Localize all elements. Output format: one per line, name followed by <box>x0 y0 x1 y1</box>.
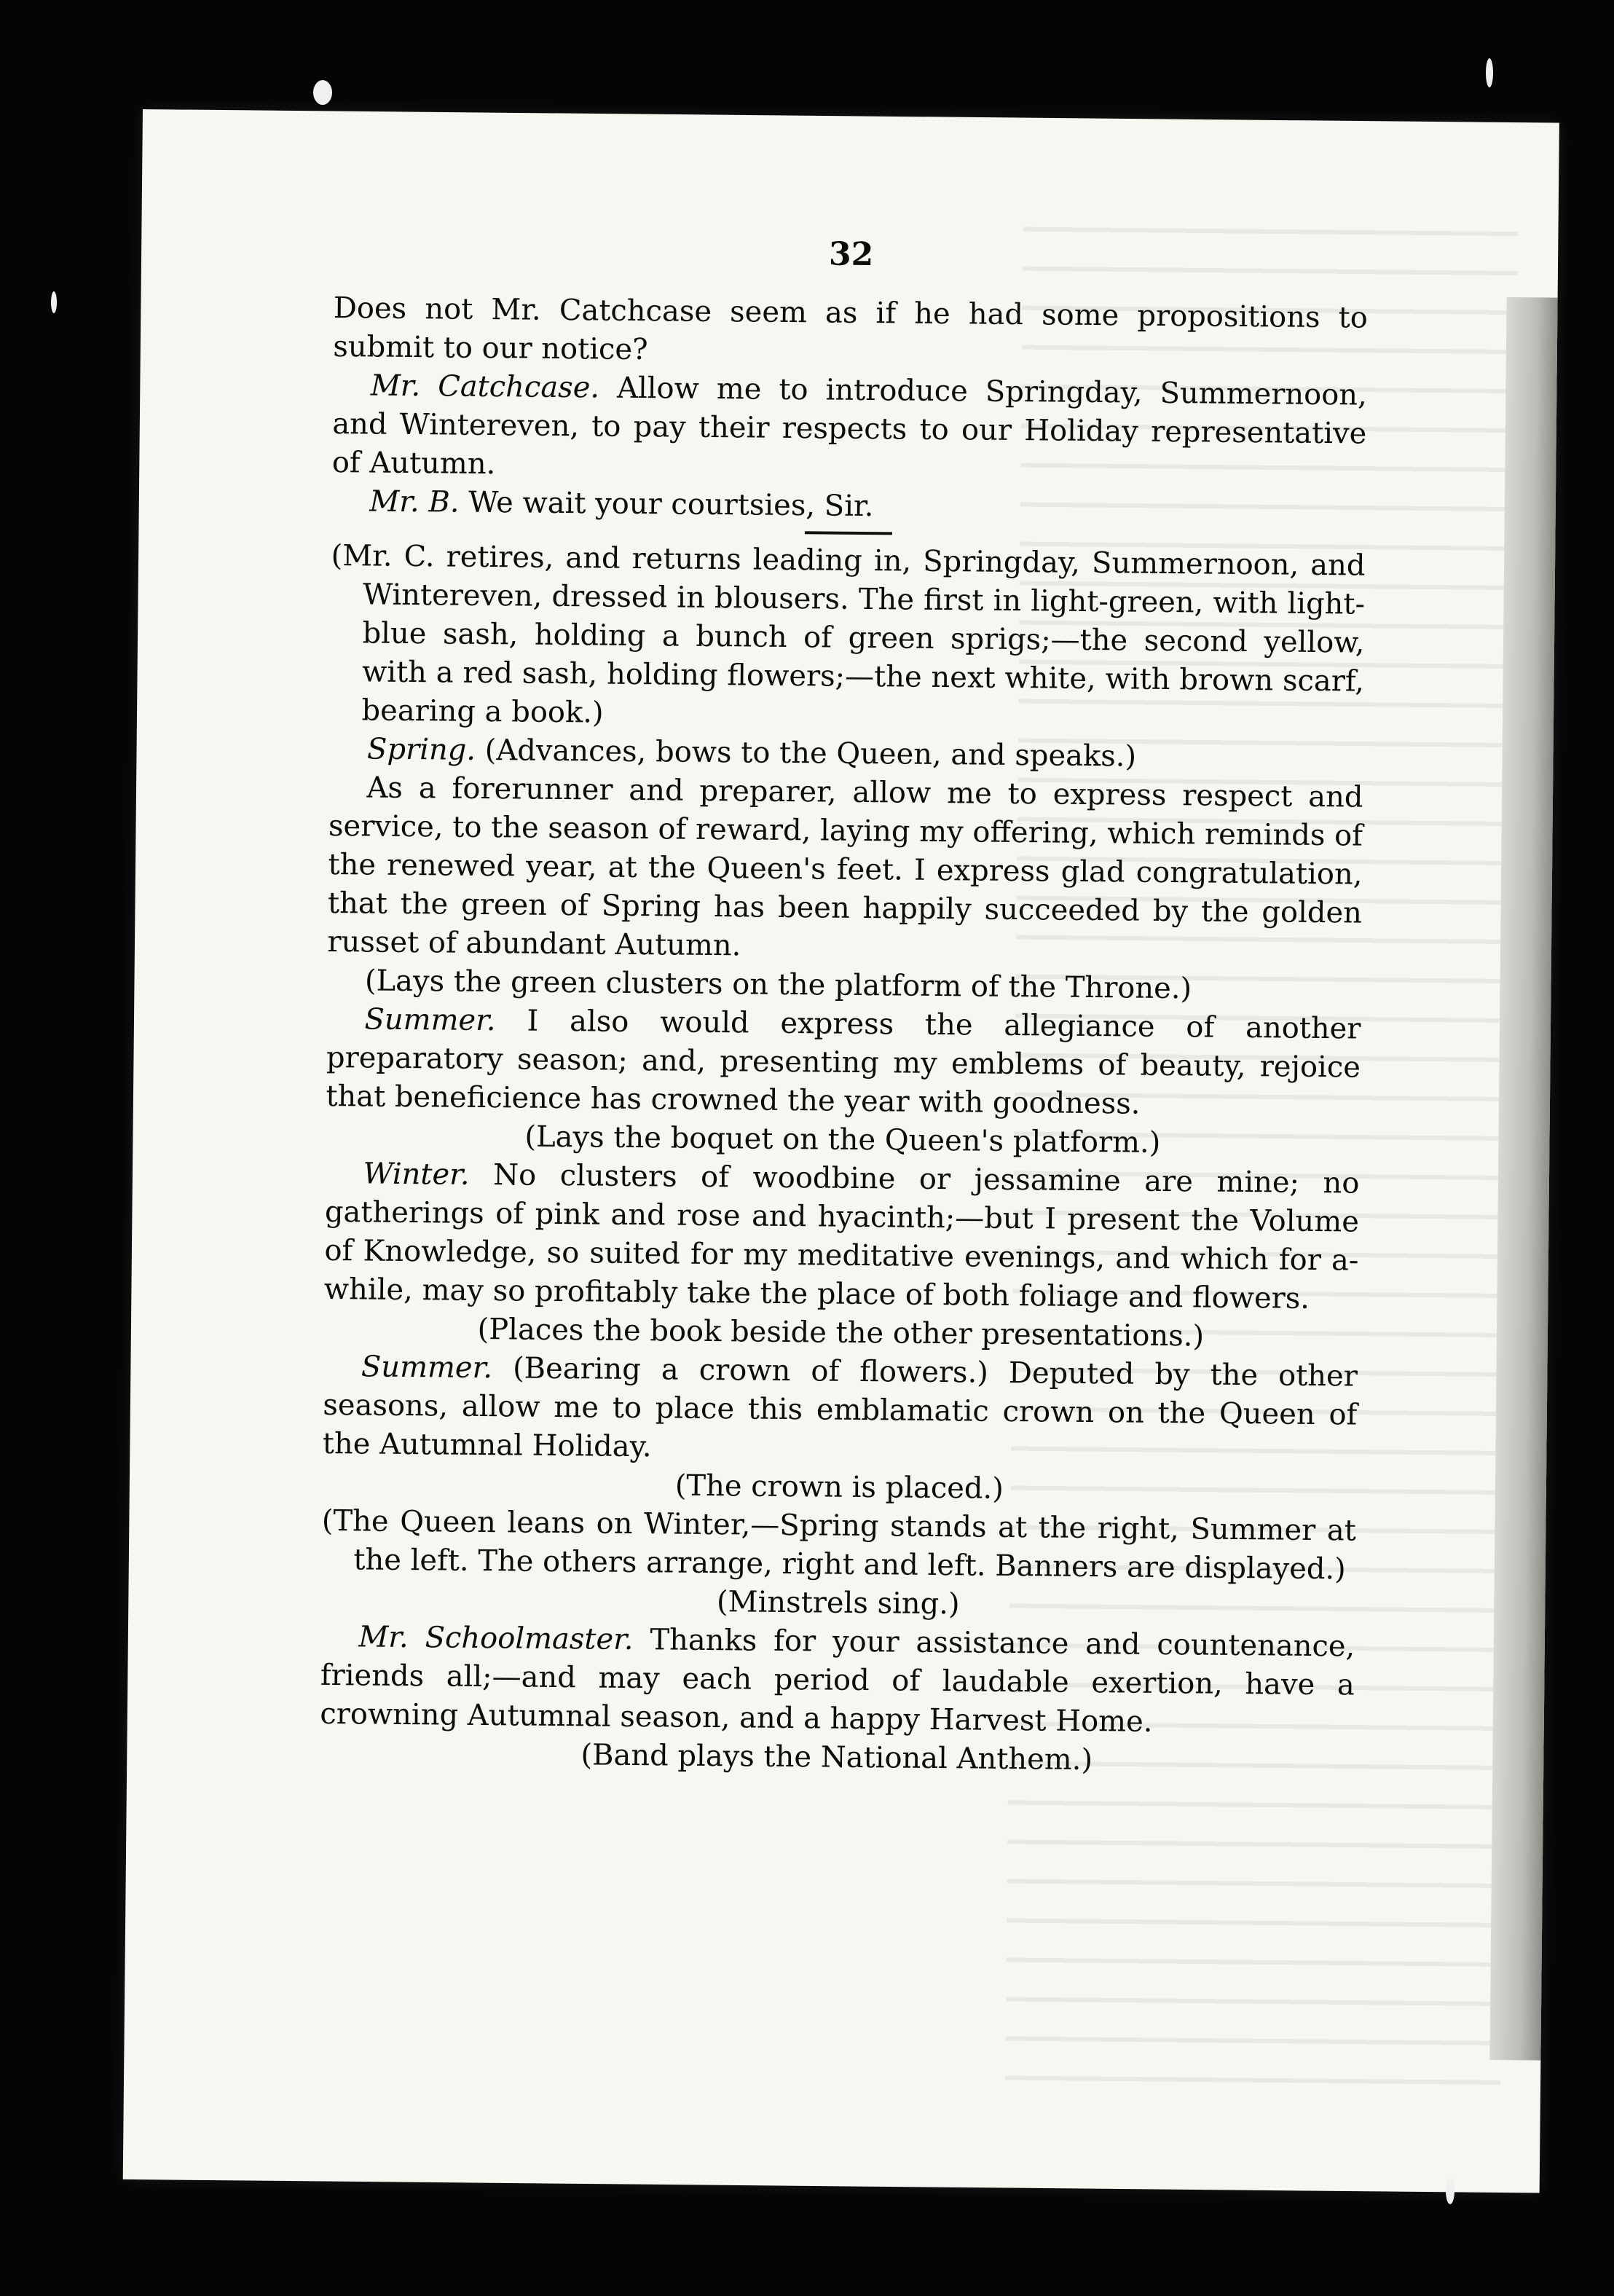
scan-speck <box>1446 2178 1454 2204</box>
summer-crown-speech <box>323 1348 1358 1474</box>
dialogue-text: We wait your courtsies, Sir. <box>468 485 874 524</box>
page-text-block <box>320 146 1369 1782</box>
dialogue-text: Thanks for your assistance and countenance, friends all;—and may each period of laudable exertion, have a crowning Autumnal season, and a happy Harvest Home. <box>320 1623 1355 1739</box>
schoolmaster-speech <box>320 1618 1355 1744</box>
speaker-name: Summer. <box>361 1350 493 1385</box>
crown-action: (The crown is placed.) <box>674 1469 1004 1506</box>
dialogue-text: No clusters of woodbine or jessamine are mine; no gatherings of pink and rose and hyacinth;—but I present the Volume of Knowledge, so suited for my meditative evenings, and which for a-while, may so profitably take the place of both foliage and flowers. <box>323 1158 1360 1316</box>
stage-direction: (The Queen leans on Winter,—Spring stands at the right, Summer at the left. The others arrange, right and left. Banners are displayed.) <box>321 1503 1357 1587</box>
speaker-name: Summer. <box>364 1002 496 1038</box>
intro-paragraph: Does not Mr. Catchcase seem as if he had some propositions to submit to our notice? <box>333 291 1369 367</box>
scan-speck <box>1486 58 1493 87</box>
speaker-name: Winter. <box>363 1157 470 1192</box>
page-number: 32 <box>828 235 874 274</box>
speaker-name: Mr. B. <box>369 484 460 519</box>
scan-speck <box>313 80 332 105</box>
speaker-name: Mr. Schoolmaster. <box>358 1620 634 1657</box>
spring-speech: As a forerunner and preparer, allow me to express respect and service, to the season of reward, laying my offering, which reminds of the renewed year, at the Queen's feet. I express glad congratulation, that the green of Spring has been happily succeeded by the golden russet of abundant Autumn. <box>327 771 1363 963</box>
speaker-name: Spring. <box>366 732 476 767</box>
summer-action: (Lays the boquet on the Queen's platform.) <box>524 1120 1161 1160</box>
winter-speech <box>324 1155 1360 1319</box>
section-divider <box>805 531 892 535</box>
closing-direction: (Band plays the National Anthem.) <box>580 1738 1093 1777</box>
speaker-name: Mr. Catchcase. <box>370 369 600 405</box>
scan-speck <box>51 291 57 313</box>
minstrels-direction: (Minstrels sing.) <box>716 1585 960 1621</box>
stage-direction: (Mr. C. retires, and returns leading in, Springday, Summernoon, and Wintereven, dressed in blousers. The first in light-green, with light-blue sash, holding a bunch of green sprigs;—the second yellow, with a red sash, holding flowers;—the next white, with brown scarf, bearing a book.) <box>331 538 1366 730</box>
dialogue-text: Allow me to introduce Springday, Summernoon, and Wintereven, to pay their respects to our Holiday representative of Autumn. <box>331 371 1368 481</box>
dialogue-text: (Bearing a crown of flowers.) Deputed by the other seasons, allow me to place this emblamatic crown on the Queen of the Autumnal Holiday. <box>322 1351 1358 1464</box>
summer-speech <box>326 1000 1361 1126</box>
spring-action: (Lays the green clusters on the platform of the Throne.) <box>364 964 1192 1006</box>
dialogue-text: I also would express the allegiance of another preparatory season; and, presenting my emblems of beauty, rejoice that beneficience has crowned the year with goodness. <box>326 1004 1361 1121</box>
winter-action: (Places the book beside the other presentations.) <box>477 1312 1205 1353</box>
catchcase-line <box>332 366 1367 492</box>
stage-direction-inline: (Advances, bows to the Queen, and speaks.) <box>484 734 1137 774</box>
